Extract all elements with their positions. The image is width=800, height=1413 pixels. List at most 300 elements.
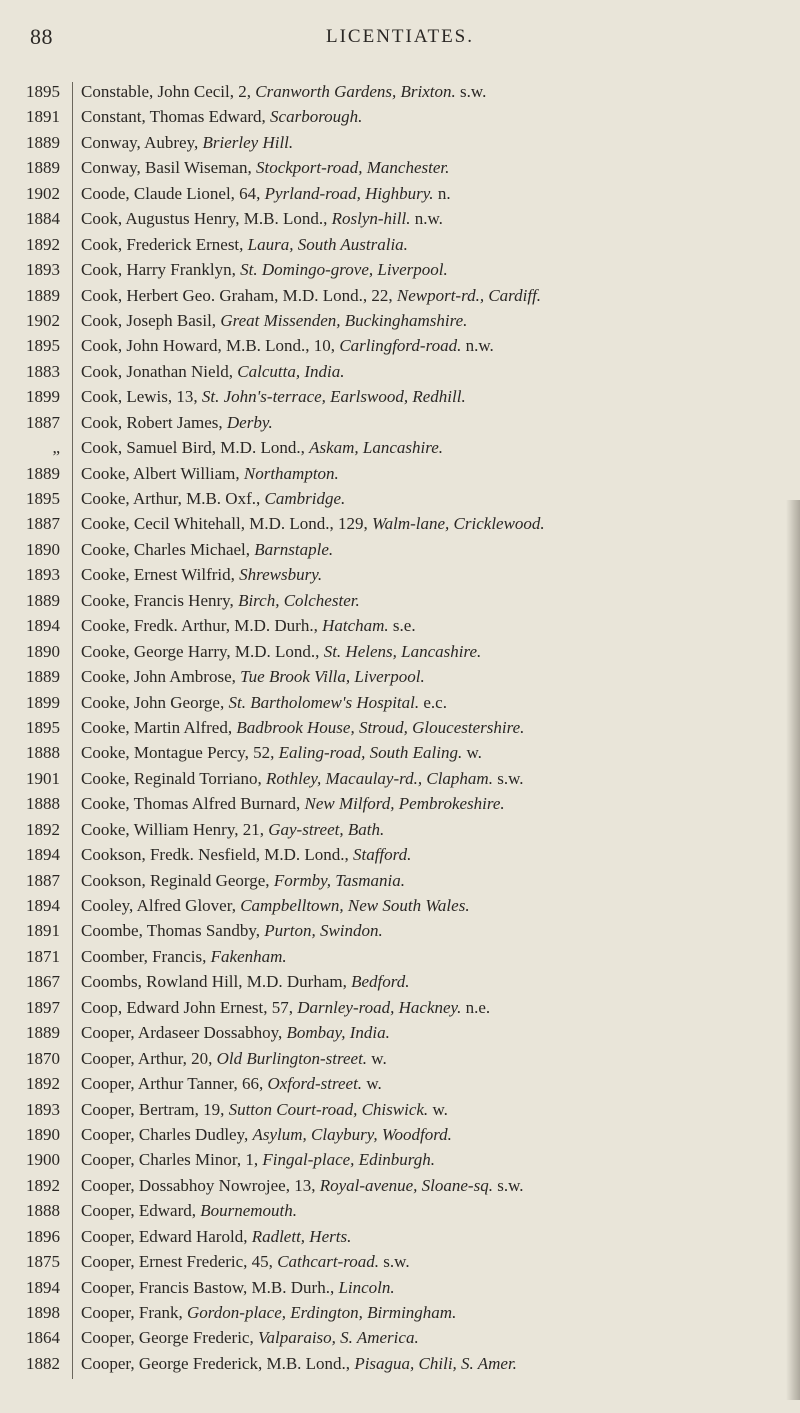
column-rule bbox=[72, 82, 73, 107]
column-rule bbox=[72, 667, 73, 692]
entry-district: n.e. bbox=[465, 997, 491, 1017]
list-item bbox=[0, 972, 800, 997]
entry-text bbox=[81, 718, 524, 738]
entry-name: Cooper, Charles Dudley, bbox=[81, 1124, 249, 1144]
entry-place: Cambridge. bbox=[264, 489, 346, 508]
entry-name: Cooper, Francis Bastow, M.B. Durh., bbox=[81, 1277, 335, 1297]
list-item bbox=[0, 616, 800, 641]
entry-text bbox=[81, 387, 466, 407]
entry-name: Cook, Lewis, 13, bbox=[81, 387, 198, 407]
page-number: 88 bbox=[30, 24, 53, 49]
entry-name: Cooke, John Ambrose, bbox=[81, 667, 236, 687]
entry-year: 1896 bbox=[26, 1226, 60, 1246]
entry-year: 1898 bbox=[26, 1303, 60, 1322]
entry-name: Coode, Claude Lionel, 64, bbox=[81, 183, 261, 203]
column-rule bbox=[72, 998, 73, 1023]
list-item bbox=[0, 693, 800, 718]
entry-text bbox=[81, 184, 451, 204]
list-item bbox=[0, 489, 800, 514]
entry-year: 1902 bbox=[26, 310, 60, 330]
entry-place: St. John's-terrace, Earlswood, Redhill. bbox=[201, 387, 466, 407]
entry-year: 1893 bbox=[26, 565, 60, 585]
entry-name: Cooke, Charles Michael, bbox=[81, 539, 251, 559]
entry-district: s.e. bbox=[392, 616, 416, 636]
page-edge-shadow bbox=[786, 500, 800, 1400]
entry-place: Brierley Hill. bbox=[202, 132, 294, 152]
column-rule bbox=[72, 947, 73, 972]
column-rule bbox=[72, 1074, 73, 1099]
list-item bbox=[0, 235, 800, 260]
entry-place: Fakenham. bbox=[210, 946, 287, 966]
list-item bbox=[0, 1125, 800, 1150]
entry-text bbox=[81, 1023, 390, 1043]
entry-name: Cooke, John George, bbox=[81, 692, 225, 712]
column-rule bbox=[72, 311, 73, 336]
entry-place: Tue Brook Villa, Liverpool. bbox=[240, 667, 425, 687]
list-item bbox=[0, 845, 800, 870]
entry-place: Bombay, India. bbox=[286, 1023, 390, 1043]
list-item bbox=[0, 871, 800, 896]
entry-name: Coombe, Thomas Sandby, bbox=[81, 921, 260, 941]
list-item bbox=[0, 540, 800, 565]
entry-name: Cooper, Ardaseer Dossabhoy, bbox=[81, 1023, 283, 1043]
entry-name: Constable, John Cecil, 2, bbox=[81, 82, 251, 101]
list-item bbox=[0, 667, 800, 692]
list-item bbox=[0, 260, 800, 285]
list-item bbox=[0, 133, 800, 158]
column-rule bbox=[72, 362, 73, 387]
column-rule bbox=[72, 489, 73, 514]
column-rule bbox=[72, 743, 73, 768]
entry-district: n.w. bbox=[465, 336, 494, 356]
column-rule bbox=[72, 1201, 73, 1226]
entry-text bbox=[81, 591, 360, 611]
entry-name: Cook, Herbert Geo. Graham, M.D. Lond., 22, bbox=[81, 285, 393, 305]
column-rule bbox=[72, 209, 73, 234]
entry-year: 1893 bbox=[26, 260, 60, 280]
entry-year: 1887 bbox=[26, 870, 60, 890]
list-item bbox=[0, 718, 800, 743]
entry-text bbox=[81, 642, 481, 662]
entry-year: 1894 bbox=[26, 896, 60, 915]
entry-place: Calcutta, India. bbox=[237, 361, 345, 381]
entry-name: Cooper, Charles Minor, 1, bbox=[81, 1150, 259, 1170]
entry-name: Cooke, Martin Alfred, bbox=[81, 717, 233, 737]
list-item bbox=[0, 1176, 800, 1201]
entry-district: w. bbox=[466, 743, 482, 763]
column-rule bbox=[72, 718, 73, 743]
column-rule bbox=[72, 1023, 73, 1048]
entry-name: Cook, John Howard, M.B. Lond., 10, bbox=[81, 336, 336, 356]
entry-text bbox=[81, 896, 470, 916]
list-item bbox=[0, 1150, 800, 1175]
entry-year: 1897 bbox=[26, 997, 60, 1017]
entry-place: Valparaiso, S. America. bbox=[257, 1328, 419, 1348]
entry-text bbox=[81, 1328, 419, 1348]
list-item bbox=[0, 336, 800, 361]
entry-place: St. Bartholomew's Hospital. bbox=[228, 692, 420, 712]
entry-year: 1884 bbox=[26, 209, 60, 229]
list-item bbox=[0, 998, 800, 1023]
list-item bbox=[0, 1278, 800, 1303]
entry-district: s.w. bbox=[383, 1252, 410, 1272]
entry-year: 1894 bbox=[26, 1277, 60, 1297]
entry-year: 1902 bbox=[26, 183, 60, 203]
entry-year: 1895 bbox=[26, 489, 60, 508]
running-title: LICENTIATES. bbox=[325, 26, 474, 47]
column-rule bbox=[72, 438, 73, 463]
entry-year: 1891 bbox=[26, 107, 60, 127]
entry-text bbox=[81, 286, 541, 306]
entry-text bbox=[81, 998, 490, 1018]
entry-place: Fingal-place, Edinburgh. bbox=[262, 1150, 436, 1170]
entry-year: 1894 bbox=[26, 616, 60, 636]
entry-name: Coop, Edward John Ernest, 57, bbox=[81, 997, 294, 1017]
entry-text bbox=[81, 921, 383, 941]
entry-name: Cook, Frederick Ernest, bbox=[81, 234, 244, 254]
column-rule bbox=[72, 1100, 73, 1125]
entry-place: Pyrland-road, Highbury. bbox=[264, 183, 434, 203]
list-item bbox=[0, 1328, 800, 1353]
entry-year: „ bbox=[52, 438, 60, 458]
entry-year: 1875 bbox=[26, 1252, 60, 1272]
entry-name: Cooke, George Harry, M.D. Lond., bbox=[81, 641, 320, 661]
entry-text bbox=[81, 209, 443, 229]
entry-place: Asylum, Claybury, Woodford. bbox=[252, 1124, 452, 1144]
column-rule bbox=[72, 1049, 73, 1074]
column-rule bbox=[72, 336, 73, 361]
entry-name: Cooper, Ernest Frederic, 45, bbox=[81, 1252, 273, 1272]
entry-name: Cooke, Thomas Alfred Burnard, bbox=[81, 794, 301, 814]
column-rule bbox=[72, 1328, 73, 1353]
entry-place: Great Missenden, Buckinghamshire. bbox=[220, 310, 468, 330]
entry-text bbox=[81, 616, 416, 636]
entry-name: Cooper, Arthur, 20, bbox=[81, 1048, 213, 1068]
entry-name: Cooper, Dossabhoy Nowrojee, 13, bbox=[81, 1175, 316, 1195]
entry-place: St. Helens, Lancashire. bbox=[323, 641, 482, 661]
entry-name: Constant, Thomas Edward, bbox=[81, 107, 266, 127]
list-item bbox=[0, 1252, 800, 1277]
list-item bbox=[0, 184, 800, 209]
entry-text bbox=[81, 413, 273, 433]
entry-year: 1888 bbox=[26, 1201, 60, 1221]
entry-name: Cooper, George Frederic, bbox=[81, 1328, 254, 1348]
entry-text bbox=[81, 1303, 456, 1323]
entry-year: 1888 bbox=[26, 743, 60, 763]
entry-year: 1892 bbox=[26, 1074, 60, 1094]
list-item bbox=[0, 769, 800, 794]
entry-year: 1883 bbox=[26, 361, 60, 381]
entry-text bbox=[81, 565, 322, 585]
column-rule bbox=[72, 1150, 73, 1175]
entry-place: Newport-rd., Cardiff. bbox=[396, 285, 542, 305]
entry-name: Cookson, Fredk. Nesfield, M.D. Lond., bbox=[81, 845, 349, 865]
column-rule bbox=[72, 871, 73, 896]
entry-place: New Milford, Pembrokeshire. bbox=[304, 794, 505, 814]
entry-name: Cooke, Arthur, M.B. Oxf., bbox=[81, 489, 261, 508]
entry-place: Badbrook House, Stroud, Gloucestershire. bbox=[236, 717, 525, 737]
entry-place: Lincoln. bbox=[338, 1277, 395, 1297]
list-item bbox=[0, 896, 800, 921]
entry-year: 1890 bbox=[26, 1124, 60, 1144]
entry-year: 1882 bbox=[26, 1353, 60, 1373]
list-item bbox=[0, 794, 800, 819]
entry-text bbox=[81, 1150, 435, 1170]
entry-place: Sutton Court-road, Chiswick. bbox=[228, 1099, 429, 1119]
entry-place: Bournemouth. bbox=[200, 1201, 298, 1221]
entry-place: Gordon-place, Erdington, Birmingham. bbox=[187, 1303, 457, 1322]
column-rule bbox=[72, 1278, 73, 1303]
entry-year: 1889 bbox=[26, 667, 60, 687]
entry-place: Radlett, Herts. bbox=[251, 1226, 352, 1246]
list-item bbox=[0, 565, 800, 590]
list-item bbox=[0, 947, 800, 972]
column-rule bbox=[72, 158, 73, 183]
list-item bbox=[0, 209, 800, 234]
entry-place: Rothley, Macaulay-rd., Clapham. bbox=[266, 768, 493, 788]
entry-year: 1870 bbox=[26, 1048, 60, 1068]
entry-text bbox=[81, 1074, 382, 1094]
entry-text bbox=[81, 743, 482, 763]
entry-text bbox=[81, 1176, 524, 1196]
entry-name: Cooper, Edward, bbox=[81, 1201, 196, 1221]
entry-name: Cook, Joseph Basil, bbox=[81, 310, 217, 330]
entry-place: Campbelltown, New South Wales. bbox=[240, 896, 470, 915]
entry-text bbox=[81, 235, 408, 255]
entry-place: Old Burlington-street. bbox=[216, 1048, 368, 1068]
column-rule bbox=[72, 413, 73, 438]
entry-name: Cooke, Cecil Whitehall, M.D. Lond., 129, bbox=[81, 514, 368, 534]
list-item bbox=[0, 1201, 800, 1226]
column-rule bbox=[72, 769, 73, 794]
entry-text bbox=[81, 82, 486, 102]
entry-year: 1889 bbox=[26, 132, 60, 152]
list-item bbox=[0, 642, 800, 667]
entry-name: Cookson, Reginald George, bbox=[81, 870, 270, 890]
list-item bbox=[0, 107, 800, 132]
entry-place: Carlingford-road. bbox=[339, 336, 462, 356]
entry-place: Walm-lane, Cricklewood. bbox=[372, 514, 545, 534]
entry-text bbox=[81, 438, 443, 458]
list-item bbox=[0, 311, 800, 336]
entry-name: Conway, Basil Wiseman, bbox=[81, 158, 252, 178]
entry-text bbox=[81, 1100, 448, 1120]
list-item bbox=[0, 1049, 800, 1074]
entry-place: Stafford. bbox=[352, 845, 412, 865]
entry-place: Scarborough. bbox=[270, 107, 363, 127]
entry-name: Cooper, George Frederick, M.B. Lond., bbox=[81, 1353, 351, 1373]
entry-year: 1892 bbox=[26, 819, 60, 839]
entry-place: St. Domingo-grove, Liverpool. bbox=[240, 260, 448, 280]
entry-place: Bedford. bbox=[351, 972, 410, 992]
list-item bbox=[0, 387, 800, 412]
entry-text bbox=[81, 260, 448, 280]
entry-text bbox=[81, 947, 287, 967]
column-rule bbox=[72, 514, 73, 539]
entry-place: Pisagua, Chili, S. Amer. bbox=[354, 1353, 517, 1373]
entry-name: Cooper, Frank, bbox=[81, 1303, 183, 1322]
entry-name: Cooke, Reginald Torriano, bbox=[81, 768, 262, 788]
column-rule bbox=[72, 235, 73, 260]
column-rule bbox=[72, 921, 73, 946]
entry-text bbox=[81, 769, 524, 789]
entry-name: Cooke, Montague Percy, 52, bbox=[81, 743, 275, 763]
entry-place: Purton, Swindon. bbox=[264, 921, 383, 941]
entry-year: 1888 bbox=[26, 794, 60, 814]
column-rule bbox=[72, 896, 73, 921]
entry-text bbox=[81, 133, 293, 153]
entry-year: 1867 bbox=[26, 972, 60, 992]
entry-district: w. bbox=[432, 1099, 448, 1119]
entry-text bbox=[81, 972, 410, 992]
entry-year: 1887 bbox=[26, 412, 60, 432]
entry-text bbox=[81, 794, 505, 814]
entry-text bbox=[81, 336, 494, 356]
entry-name: Cooke, Francis Henry, bbox=[81, 590, 234, 610]
entry-text bbox=[81, 311, 467, 331]
entry-place: Northampton. bbox=[243, 463, 339, 483]
entry-text bbox=[81, 1049, 387, 1069]
list-item bbox=[0, 1354, 800, 1379]
entry-year: 1893 bbox=[26, 1099, 60, 1119]
column-rule bbox=[72, 1354, 73, 1379]
column-rule bbox=[72, 591, 73, 616]
entry-name: Cooper, Edward Harold, bbox=[81, 1226, 248, 1246]
column-rule bbox=[72, 464, 73, 489]
column-rule bbox=[72, 972, 73, 997]
column-rule bbox=[72, 133, 73, 158]
list-item bbox=[0, 413, 800, 438]
entry-district: s.w. bbox=[460, 82, 487, 101]
column-rule bbox=[72, 540, 73, 565]
entry-year: 1864 bbox=[26, 1328, 60, 1348]
list-item bbox=[0, 286, 800, 311]
entry-place: Hatcham. bbox=[322, 616, 389, 636]
entry-place: Ealing-road, South Ealing. bbox=[278, 743, 463, 763]
entry-year: 1894 bbox=[26, 845, 60, 865]
column-rule bbox=[72, 1125, 73, 1150]
entry-place: Barnstaple. bbox=[254, 539, 334, 559]
entry-year: 1892 bbox=[26, 1175, 60, 1195]
entry-name: Cook, Harry Franklyn, bbox=[81, 260, 236, 280]
entry-text bbox=[81, 1125, 452, 1145]
column-rule bbox=[72, 1227, 73, 1252]
column-rule bbox=[72, 184, 73, 209]
entry-name: Cooke, Fredk. Arthur, M.D. Durh., bbox=[81, 616, 318, 636]
entry-text bbox=[81, 1201, 297, 1221]
entry-year: 1890 bbox=[26, 539, 60, 559]
entry-year: 1889 bbox=[26, 1023, 60, 1043]
entry-district: n.w. bbox=[414, 209, 443, 229]
entry-district: s.w. bbox=[497, 768, 524, 788]
column-rule bbox=[72, 794, 73, 819]
list-item bbox=[0, 591, 800, 616]
entry-name: Cook, Robert James, bbox=[81, 412, 223, 432]
entry-place: Shrewsbury. bbox=[239, 565, 323, 585]
entry-place: Laura, South Australia. bbox=[247, 234, 408, 254]
entry-district: s.w. bbox=[497, 1175, 524, 1195]
entry-year: 1899 bbox=[26, 387, 60, 407]
entry-year: 1895 bbox=[26, 336, 60, 356]
entry-name: Cooke, William Henry, 21, bbox=[81, 819, 264, 839]
entry-year: 1892 bbox=[26, 234, 60, 254]
column-rule bbox=[72, 845, 73, 870]
list-item bbox=[0, 438, 800, 463]
list-item bbox=[0, 514, 800, 539]
column-rule bbox=[72, 286, 73, 311]
list-item bbox=[0, 921, 800, 946]
entry-name: Cooper, Bertram, 19, bbox=[81, 1099, 225, 1119]
column-rule bbox=[72, 1176, 73, 1201]
entry-text bbox=[81, 1227, 351, 1247]
entry-year: 1895 bbox=[26, 717, 60, 737]
entry-district: e.c. bbox=[423, 692, 447, 712]
column-rule bbox=[72, 693, 73, 718]
entry-text bbox=[81, 845, 411, 865]
entry-text bbox=[81, 107, 362, 127]
entry-place: Formby, Tasmania. bbox=[273, 870, 405, 890]
entry-name: Cooley, Alfred Glover, bbox=[81, 896, 236, 915]
column-rule bbox=[72, 642, 73, 667]
column-rule bbox=[72, 1303, 73, 1328]
list-item bbox=[0, 1227, 800, 1252]
list-item bbox=[0, 464, 800, 489]
entry-name: Cooke, Albert William, bbox=[81, 463, 240, 483]
entry-text bbox=[81, 871, 405, 891]
entry-place: Gay-street, Bath. bbox=[268, 819, 385, 839]
column-rule bbox=[72, 616, 73, 641]
entry-place: Oxford-street. bbox=[267, 1074, 363, 1094]
entry-place: Derby. bbox=[226, 412, 273, 432]
entry-text bbox=[81, 1278, 395, 1298]
list-item bbox=[0, 1100, 800, 1125]
entry-text bbox=[81, 667, 425, 687]
entry-text bbox=[81, 693, 447, 713]
entry-name: Cook, Augustus Henry, M.B. Lond., bbox=[81, 209, 328, 229]
entry-place: Cranworth Gardens, Brixton. bbox=[255, 82, 456, 101]
column-rule bbox=[72, 820, 73, 845]
entry-text bbox=[81, 514, 545, 534]
list-item bbox=[0, 82, 800, 107]
column-rule bbox=[72, 565, 73, 590]
column-rule bbox=[72, 387, 73, 412]
entry-text bbox=[81, 540, 333, 560]
list-item bbox=[0, 820, 800, 845]
entry-place: Cathcart-road. bbox=[277, 1252, 380, 1272]
entry-year: 1895 bbox=[26, 82, 60, 101]
entry-text bbox=[81, 1354, 517, 1374]
entry-year: 1889 bbox=[26, 590, 60, 610]
list-item bbox=[0, 1023, 800, 1048]
entry-text bbox=[81, 820, 384, 840]
entry-year: 1890 bbox=[26, 641, 60, 661]
list-item bbox=[0, 1303, 800, 1328]
entry-district: w. bbox=[371, 1048, 387, 1068]
entry-place: Roslyn-hill. bbox=[331, 209, 411, 229]
column-rule bbox=[72, 1252, 73, 1277]
entry-year: 1901 bbox=[26, 768, 60, 788]
entry-year: 1889 bbox=[26, 158, 60, 178]
entry-text bbox=[81, 1252, 410, 1272]
entry-district: w. bbox=[366, 1074, 382, 1094]
entry-name: Cook, Jonathan Nield, bbox=[81, 361, 234, 381]
entry-text bbox=[81, 464, 339, 484]
licentiate-list bbox=[0, 82, 800, 1379]
entry-year: 1891 bbox=[26, 921, 60, 941]
entry-year: 1900 bbox=[26, 1150, 60, 1170]
entry-year: 1889 bbox=[26, 463, 60, 483]
list-item bbox=[0, 1074, 800, 1099]
